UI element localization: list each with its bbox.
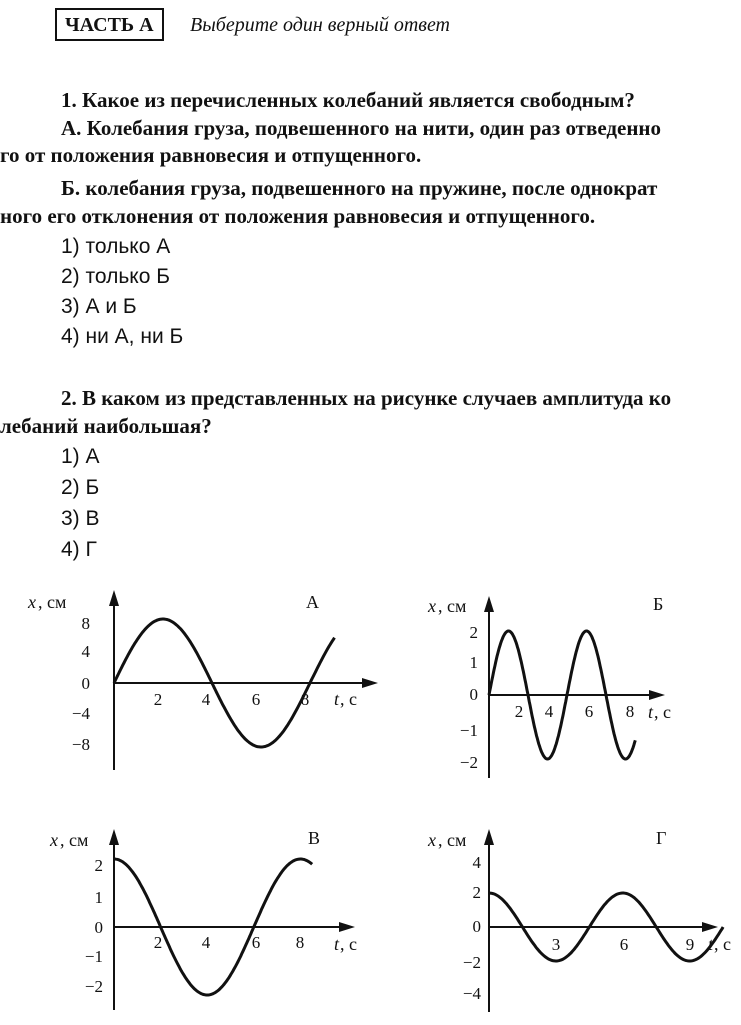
- y-axis-unit: , см: [438, 596, 467, 616]
- part-instruction: Выберите один верный ответ: [190, 14, 450, 36]
- x-axis-arrow-icon: [702, 922, 718, 932]
- x-tick-label: 9: [685, 935, 695, 954]
- y-tick-label: 2: [469, 623, 478, 642]
- y-tick-label: −4: [71, 704, 90, 723]
- x-tick-label: 8: [625, 702, 635, 721]
- y-tick-label: −1: [459, 721, 478, 740]
- y-tick-label: 0: [469, 685, 478, 704]
- y-axis-arrow-icon: [484, 829, 494, 845]
- y-tick-label: −2: [462, 953, 481, 972]
- x-tick-label: 2: [153, 690, 163, 709]
- q2-question-line1: 2. В каком из представленных на рисунке случаев амплитуда ко: [61, 386, 672, 410]
- y-axis-var: x: [428, 596, 436, 616]
- x-axis-unit: , с: [654, 702, 671, 722]
- x-tick-label: 3: [551, 935, 561, 954]
- x-axis-unit: , с: [340, 689, 357, 709]
- q2-option-2[interactable]: 2) Б: [61, 476, 100, 499]
- x-tick-label: 6: [584, 702, 594, 721]
- x-axis-unit: , с: [340, 934, 357, 954]
- part-label: ЧАСТЬ А: [55, 8, 164, 41]
- q2-option-1[interactable]: 1) А: [61, 445, 100, 468]
- x-tick-label: 6: [251, 933, 261, 952]
- y-tick-label: −4: [462, 984, 481, 1003]
- q1-statement-a-line2: го от положения равновесия и отпущенного.: [0, 143, 422, 167]
- x-axis-var: t: [334, 934, 340, 954]
- y-tick-label: 0: [472, 917, 481, 936]
- q2-question-line2: лебаний наибольшая?: [0, 414, 212, 438]
- q1-option-2[interactable]: 2) только Б: [61, 265, 171, 288]
- x-tick-label: 4: [544, 702, 554, 721]
- y-axis-unit: , см: [38, 592, 67, 612]
- x-tick-label: 8: [295, 933, 305, 952]
- y-tick-label: 1: [94, 888, 103, 907]
- x-tick-label: 2: [153, 933, 163, 952]
- x-tick-label: 4: [201, 933, 211, 952]
- x-axis-var: t: [334, 689, 340, 709]
- y-tick-label: −8: [71, 735, 90, 754]
- q2-option-3[interactable]: 3) В: [61, 507, 100, 530]
- q1-option-4[interactable]: 4) ни А, ни Б: [61, 325, 184, 348]
- graph-letter: А: [306, 592, 319, 612]
- y-tick-label: 0: [81, 674, 90, 693]
- q1-question: 1. Какое из перечисленных колебаний является свободным?: [61, 88, 635, 112]
- q1-option-3[interactable]: 3) А и Б: [61, 295, 137, 318]
- y-tick-label: −1: [84, 947, 103, 966]
- y-axis-unit: , см: [60, 830, 89, 850]
- y-tick-label: 2: [472, 883, 481, 902]
- x-tick-label: 6: [619, 935, 629, 954]
- y-tick-label: 8: [81, 614, 90, 633]
- y-tick-label: 0: [94, 918, 103, 937]
- y-tick-label: 1: [469, 653, 478, 672]
- y-axis-var: x: [428, 830, 436, 850]
- graph-letter: Г: [656, 828, 667, 848]
- x-tick-label: 8: [300, 690, 310, 709]
- y-axis-unit: , см: [438, 830, 467, 850]
- y-axis-var: x: [28, 592, 36, 612]
- x-tick-label: 6: [251, 690, 261, 709]
- y-axis-var: x: [50, 830, 58, 850]
- y-tick-label: 4: [81, 642, 90, 661]
- q1-option-1[interactable]: 1) только А: [61, 235, 171, 258]
- q1-statement-b-line2: ного его отклонения от положения равновесия и отпущенного.: [0, 204, 596, 228]
- y-tick-label: 4: [472, 853, 481, 872]
- x-tick-label: 4: [201, 690, 211, 709]
- q2-option-4[interactable]: 4) Г: [61, 538, 97, 561]
- y-tick-label: 2: [94, 856, 103, 875]
- x-tick-label: 2: [514, 702, 524, 721]
- graph-letter: В: [308, 828, 321, 848]
- y-tick-label: −2: [459, 753, 478, 772]
- y-tick-label: −2: [84, 977, 103, 996]
- graph-letter: Б: [653, 594, 664, 614]
- q1-statement-a-line1: А. Колебания груза, подвешенного на нити, один раз отведенно: [61, 116, 662, 140]
- x-axis-unit: , с: [714, 934, 731, 954]
- x-axis-var: t: [648, 702, 654, 722]
- q1-statement-b-line1: Б. колебания груза, подвешенного на пружине, после однократ: [61, 176, 658, 200]
- x-axis-var: t: [708, 934, 714, 954]
